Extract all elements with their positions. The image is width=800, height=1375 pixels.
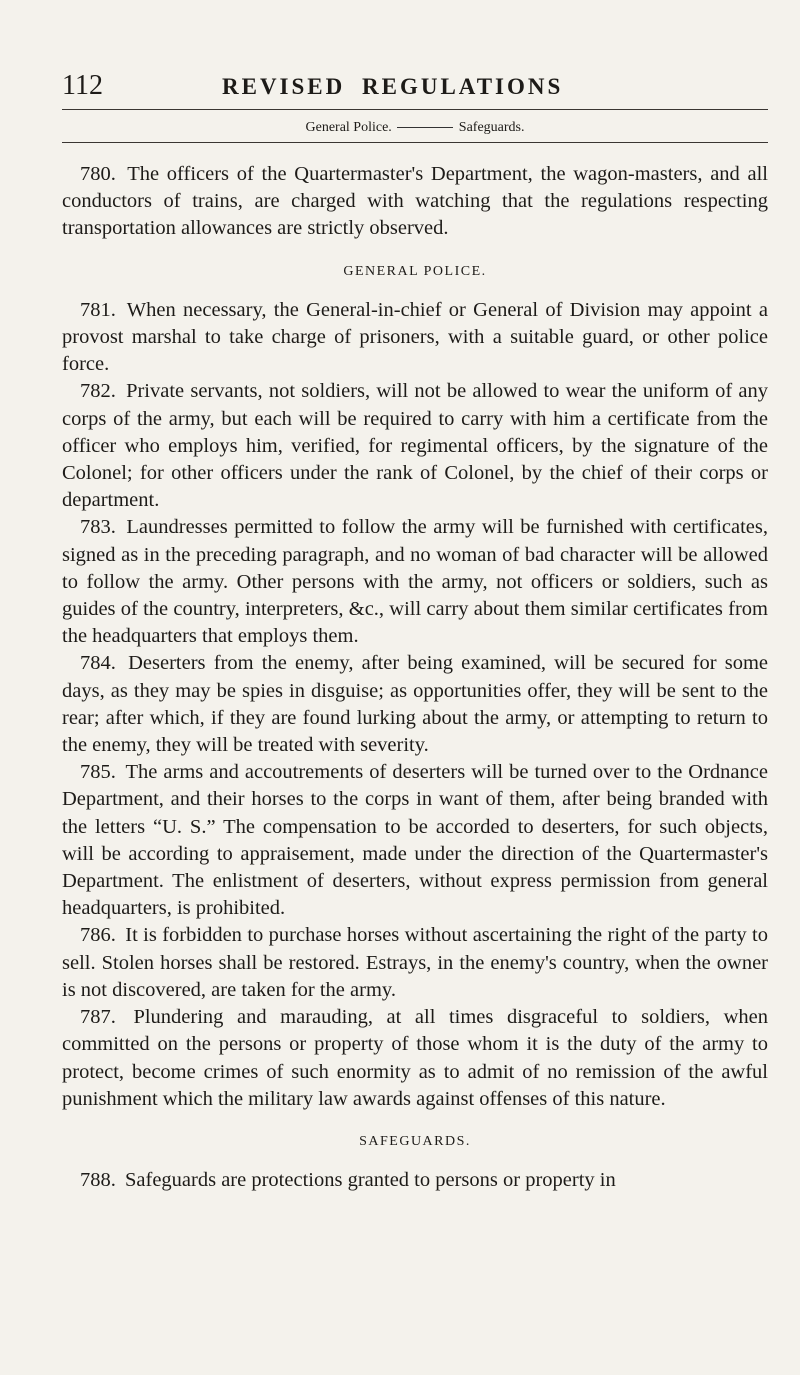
- paragraph-787: [62, 1004, 768, 1113]
- heading-general-police: GENERAL POLICE.: [343, 263, 487, 279]
- heading-safeguards: SAFEGUARDS.: [359, 1133, 471, 1149]
- subheader-rule: [62, 142, 768, 143]
- paragraph-782: [62, 378, 768, 514]
- paragraph-781: [62, 297, 768, 379]
- paragraph-text: Plundering and marauding, at all times disgraceful to soldiers, when committed on the persons or property of those whom it is the duty of the army to protect, become crimes of such enormity as to admit of no remission of the awful punishment which the military law awards against offenses of this nature.: [62, 1006, 768, 1110]
- paragraph-780: [62, 161, 768, 243]
- paragraph-786: [62, 922, 768, 1004]
- running-head: [62, 70, 768, 102]
- running-title: REVISED REGULATIONS: [222, 74, 564, 99]
- paragraph-text: The arms and accoutrements of deserters will be turned over to the Ordnance Department, and their horses to the corps in want of them, after being branded with the letters “U. S.” The compensation to be accorded to deserters, for such objects, will be according to appraisement, made under the direction of the Quartermaster's Department. The enlistment of deserters, without express permission from general headquarters, is prohibited.: [62, 761, 768, 920]
- paragraph-text: The officers of the Quartermaster's Department, the wagon-masters, and all conductors of trains, are charged with watching that the regulations respecting transportation allowances are strictly observed.: [62, 163, 768, 240]
- paragraph-number: 780.: [80, 163, 116, 185]
- paragraph-number: 782.: [80, 380, 116, 403]
- paragraph-783: [62, 514, 768, 650]
- paragraph-number: 787.: [80, 1006, 116, 1029]
- book-page: [62, 70, 768, 1194]
- section-label-general-police: General Police.: [305, 120, 392, 135]
- paragraph-text: Safeguards are protections granted to persons or property in: [125, 1169, 616, 1192]
- paragraph-text: When necessary, the General-in-chief or General of Division may appoint a provost marshal to take charge of prisoners, with a suitable guard, or other police force.: [62, 298, 769, 376]
- page-number: 112: [62, 70, 103, 101]
- section-subheader: [62, 120, 768, 136]
- paragraph-text: It is forbidden to purchase horses without ascertaining the right of the party to sell. Stolen horses shall be restored. Estrays, in the enemy's country, when the owner is not discovered, are taken for the army.: [62, 924, 768, 1001]
- section-dash: [397, 127, 453, 128]
- paragraph-text: Private servants, not soldiers, will not be allowed to wear the uniform of any corps of the army, but each will be required to carry with him a certificate from the officer who employs him, verified, for regimental officers, by the signature of the Colonel; for other officers under the rank of Colonel, by the chief of their corps or department.: [62, 380, 769, 512]
- section-label-safeguards: Safeguards.: [458, 120, 525, 135]
- paragraph-number: 781.: [80, 298, 116, 321]
- paragraph-number: 786.: [80, 924, 116, 947]
- paragraph-785: [62, 759, 768, 922]
- paragraph-788: [62, 1167, 768, 1194]
- paragraph-number: 783.: [80, 516, 116, 539]
- paragraph-text: Deserters from the enemy, after being examined, will be secured for some days, as they may be spies in disguise; as opportunities offer, they will be sent to the rear; after which, if they are found lurking about the army, or attempting to return to the enemy, they will be treated with severity.: [62, 652, 769, 757]
- paragraph-number: 788.: [80, 1169, 116, 1192]
- paragraph-number: 785.: [80, 761, 116, 784]
- header-rule: [62, 109, 768, 110]
- paragraph-784: [62, 650, 768, 759]
- body-text: [62, 161, 768, 1194]
- paragraph-text: Laundresses permitted to follow the army will be furnished with certificates, signed as in the preceding paragraph, and no woman of bad character will be allowed to follow the army. Other persons with the army, not officers or soldiers, such as guides of the country, interpreters, &c., will carry about them similar certificates from the headquarters that employs them.: [62, 516, 768, 648]
- paragraph-number: 784.: [80, 652, 116, 675]
